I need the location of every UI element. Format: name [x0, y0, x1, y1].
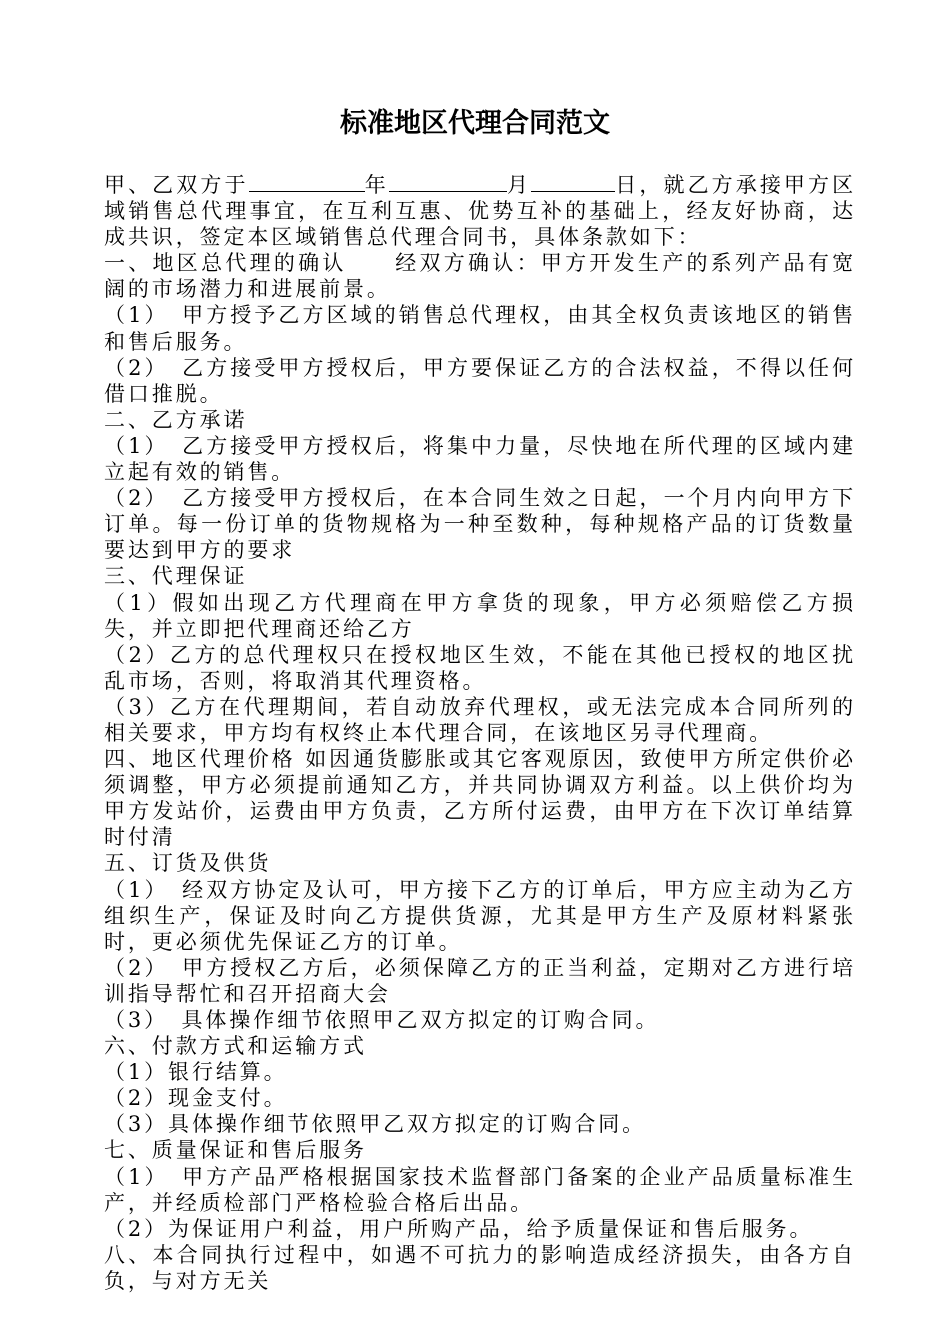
paragraph: 一、地区总代理的确认 经双方确认：甲方开发生产的系列产品有宽阔的市场潜力和进展前景。 — [104, 251, 856, 302]
intro-text-start: 甲、乙双方于 — [104, 173, 249, 197]
section-heading: 三、代理保证 — [104, 564, 248, 589]
paragraph: （2）为保证用户利益，用户所购产品，给予质量保证和售后服务。 — [104, 1216, 814, 1241]
paragraph: （1）银行结算。 — [104, 1060, 288, 1085]
paragraph: （3） 具体操作细节依照甲乙双方拟定的订购合同。 — [104, 1008, 660, 1032]
paragraph: （2）现金支付。 — [104, 1086, 288, 1111]
paragraph: （3）乙方在代理期间，若自动放弃代理权，或无法完成本合同所列的相关要求，甲方均有权终止本代理合同，在该地区另寻代理商。 — [104, 694, 856, 745]
intro-year-label: 年 — [364, 173, 389, 197]
paragraph: （1） 乙方接受甲方授权后，将集中力量，尽快地在所代理的区域内建立起有效的销售。 — [104, 433, 856, 485]
paragraph: （2） 乙方接受甲方授权后，在本合同生效之日起，一个月内向甲方下订单。每一份订单的货物规格为一种至数种，每种规格产品的订货数量要达到甲方的要求 — [104, 486, 856, 563]
paragraph: （2） 乙方接受甲方授权后，甲方要保证乙方的合法权益，不得以任何借口推脱。 — [104, 355, 856, 406]
section-heading: 二、乙方承诺 — [104, 407, 248, 432]
document-title: 标准地区代理合同范文 — [340, 108, 610, 139]
section-heading: 五、订货及供货 — [104, 851, 272, 876]
paragraph: （1） 甲方产品严格根据国家技术监督部门备案的企业产品质量标准生产，并经质检部门严格检验合格后出品。 — [104, 1164, 856, 1215]
year-blank — [249, 172, 365, 192]
month-blank — [389, 172, 507, 192]
paragraph: （1） 经双方协定及认可，甲方接下乙方的订单后，甲方应主动为乙方组织生产，保证及时向乙方提供货源，尤其是甲方生产及原材料紧张时，更必须优先保证乙方的订单。 — [104, 877, 856, 954]
paragraph: 四、地区代理价格 如因通货膨胀或其它客观原因，致使甲方所定供价必须调整，甲方必须提前通知乙方，并共同协调双方利益。以上供价均为甲方发站价，运费由甲方负责，乙方所付运费，由甲方在下次订单结算时付清 — [104, 747, 856, 850]
paragraph: （2） 甲方授权乙方后，必须保障乙方的正当利益，定期对乙方进行培训指导帮忙和召开招商大会 — [104, 955, 856, 1006]
section-heading: 六、付款方式和运输方式 — [104, 1034, 367, 1059]
intro-month-label: 月 — [506, 173, 532, 197]
paragraph: （1） 甲方授予乙方区域的销售总代理权，由其全权负责该地区的销售和售后服务。 — [104, 303, 856, 354]
section-heading: 七、质量保证和售后服务 — [104, 1138, 367, 1163]
paragraph: （2）乙方的总代理权只在授权地区生效，不能在其他已授权的地区扰乱市场，否则，将取消其代理资格。 — [104, 642, 856, 693]
paragraph: 八、本合同执行过程中，如遇不可抗力的影响造成经济损失，由各方自负，与对方无关 — [104, 1242, 856, 1293]
intro-text-rest: 日，就乙方承接甲方区域销售总代理事宜，在互利互惠、优势互补的基础上，经友好协商，达成共识，签定本区域销售总代理合同书，具体条款如下： — [104, 173, 856, 250]
paragraph: （1）假如出现乙方代理商在甲方拿货的现象，甲方必须赔偿乙方损失，并立即把代理商还给乙方 — [104, 590, 856, 641]
paragraph: （3）具体操作细节依照甲乙双方拟定的订购合同。 — [104, 1112, 647, 1137]
intro-paragraph — [104, 172, 856, 250]
day-blank — [531, 172, 615, 192]
document-body — [104, 172, 856, 1294]
